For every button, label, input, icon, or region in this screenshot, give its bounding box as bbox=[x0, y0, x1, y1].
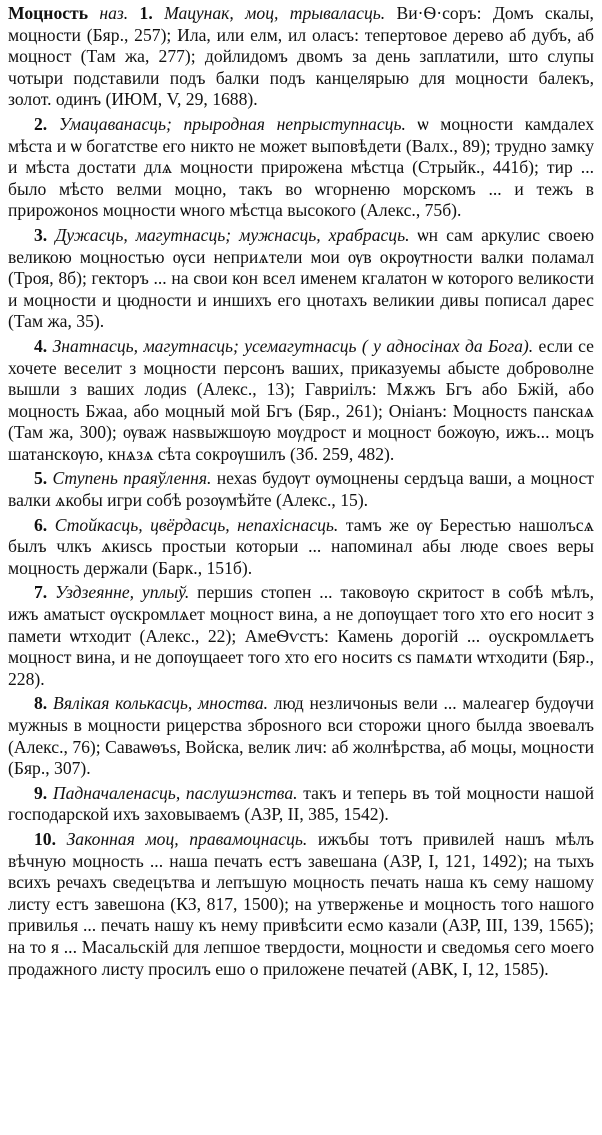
sense-3 bbox=[8, 225, 594, 333]
sense-citations: ижъбы тотъ привилей нашъ мѣлъ вѣчную моцность ... наша печать естъ завешана (АЗР, I, 121, 1492); на тыхъ всихъ речахъ сведецътва и лепъшую моцность печать наша къ сему нашому листу естъ завешона (КЗ, 817, 1500); на утверженье и моцность того нашого привилья ... печать нашу къ нему привѣсити есмо казали (АЗР, III, 139, 1565); на то я ... Масальскій для лепшое твердости, моцности и сведомья сего моего продажного листу просилъ ешо о приложене печатей (АВК, I, 12, 1585). bbox=[8, 828, 594, 979]
sense-gloss: Умацаванасць; прыродная непрыступнасць. bbox=[58, 113, 406, 134]
sense-number: 5. bbox=[34, 468, 48, 489]
sense-citations: ѡн сам аркулис своею великою моцностью ѹси неприѧтели мои ѹв окрѹтности валки поламал (Троя, 8б); гекторъ ... на свои кон всел именем кгалатон ѡ которого великости и моцности и цюдности и иншихъ его цнотахъ великии дивы пописал дарес (Там жа, 35). bbox=[8, 224, 594, 332]
sense-gloss: Стойкасць, цвёрдасць, непахіснасць. bbox=[54, 514, 339, 535]
sense-citations: люд незличоныs вели ... малеагер будѹчи мужныs в моцности рицерства зброsного вси сторожи цного былда звоевалъ (Алекс., 76); Саваѡѳъs, Войска, велик лич: аб жолнѣрства, аб моцы, моцности (Бяр., 307). bbox=[8, 693, 594, 779]
sense-8 bbox=[8, 693, 594, 779]
sense-citations: если се хочете веселит з моцности персонъ ваших, приказуемы абысте доброволне вышли з ваших лодиs (Алекс., 13); Гавриілъ: Мѫжъ Бгъ або Бжій, або моцность Бжаа, або моцный мой Бгъ (Бяр., 261); Оніанъ: Моцностs панскаѧ (Там жа, 300); ѹваж наsвыжшѹю мѹдрост и моцност божѹю, ижъ... моцъ шатанскѹю, кнѧзѧ сѣта сокрѹшилъ (Зб. 259, 482). bbox=[8, 335, 594, 464]
sense-10 bbox=[8, 829, 594, 980]
sense-citations: тамъ же ѹ Берестью нашолъсѧ былъ члкъ ѧкиsсь простыи которыи ... напоминал абы люде своеs веры моцность держали (Барк., 151б). bbox=[8, 514, 594, 578]
sense-citations: такъ и теперь въ той моцности нашой господарской ихъ заховываемъ (АЗР, II, 385, 1542). bbox=[8, 782, 595, 825]
sense-number: 6. bbox=[34, 514, 48, 535]
sense-citations: першиs стопен ... таковѹю скритост в собѣ мѣлъ, ижъ аматыст ѹскромлѧет моцност вина, а не допѹщает того хто его носит з памети ѡтходит (Алекс., 22); АмеѲѵстъ: Камень дорогій ... оускромлѧетъ моцност вина, и не допѹщаеет того хто его носитs сs памѧти ѡтходити (Бяр., 228). bbox=[8, 582, 594, 689]
sense-2 bbox=[8, 114, 594, 222]
dictionary-entry bbox=[8, 3, 594, 980]
headword: Моцность bbox=[8, 3, 88, 23]
sense-gloss: Мацунак, моц, трываласць. bbox=[164, 3, 386, 23]
sense-gloss: Вялікая колькасць, мноства. bbox=[52, 693, 269, 714]
sense-gloss: Ступень праяўлення. bbox=[52, 468, 212, 489]
sense-6 bbox=[8, 515, 594, 580]
sense-gloss: Дужасць, магутнасць; мужнасць, храбрасць. bbox=[55, 224, 410, 245]
sense-number: 4. bbox=[34, 335, 48, 356]
sense-number: 9. bbox=[34, 782, 48, 803]
sense-gloss: Уздзеянне, уплыў. bbox=[55, 582, 190, 603]
sense-number: 8. bbox=[34, 693, 48, 714]
sense-gloss: Законная моц, правамоцнасць. bbox=[66, 828, 308, 849]
sense-gloss: Знатнасць, магутнасць; усемагутнасць ( у адносінах да Бога). bbox=[52, 335, 534, 356]
sense-citations: нехаs будѹт ѹмоцнены сердъца ваши, а моцност валки ѧкобы игри собѣ розѹмѣйте (Алекс., 15). bbox=[8, 468, 594, 511]
sense-4 bbox=[8, 336, 594, 466]
sense-number: 10. bbox=[34, 828, 56, 849]
sense-5 bbox=[8, 468, 594, 511]
sense-number: 2. bbox=[34, 113, 48, 134]
sense-number: 1. bbox=[139, 3, 153, 23]
sense-number: 3. bbox=[34, 224, 48, 245]
sense-number: 7. bbox=[34, 582, 48, 603]
sense-citations: ѡ моцности камдалех мѣста и ѡ богатстве его никто не может выповѣдети (Валх., 89); трудно замку и мѣста достати длѧ моцности прирожена мѣстца (Стрыйк., 441б); тир ... было мѣсто велми моцно, такъ во ѡгорненю морскомъ ... и тежъ в прирожоноs моцности ѡного мѣстца высокого (Алекс., 75б). bbox=[8, 113, 595, 221]
part-of-speech: наз. bbox=[99, 3, 129, 23]
sense-1 bbox=[8, 3, 594, 111]
sense-citations: Ви·Ѳ·соръ: Домъ скалы, моцности (Бяр., 257); Ила, или елм, ил оласъ: тепертовое дерево аб дубъ, аб моцност (Там жа, 277); дойлидомъ двомъ за день заплатили, што слупы чотыри подставили подъ балки подъ канцелярыю для моцности балекъ, золот. одинъ (ИЮМ, V, 29, 1688). bbox=[8, 3, 594, 110]
sense-9 bbox=[8, 783, 594, 826]
sense-gloss: Падначаленасць, паслушэнства. bbox=[52, 782, 298, 803]
sense-7 bbox=[8, 582, 594, 690]
